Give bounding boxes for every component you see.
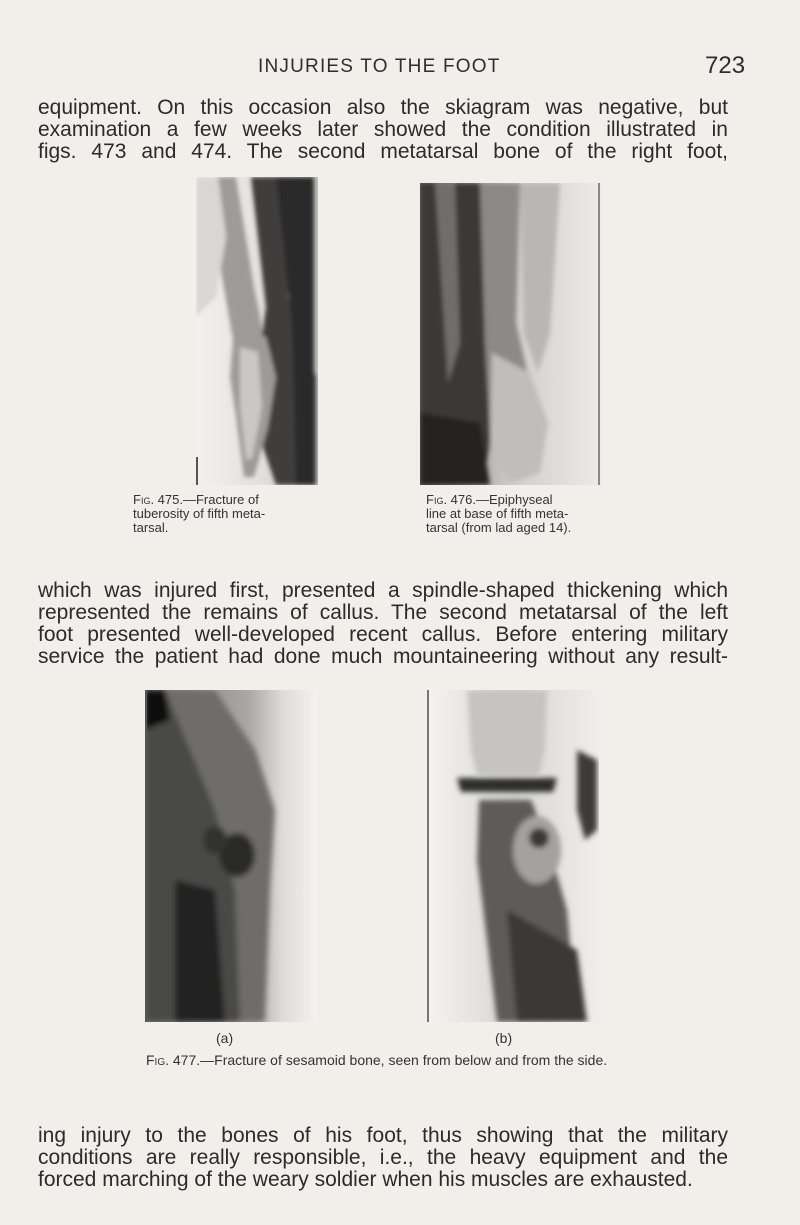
paragraph-2 xyxy=(38,580,728,668)
paragraph-line: ing injury to the bones of his foot, thus showing that the military xyxy=(38,1124,728,1147)
paragraph-line: represented the remains of callus. The second metatarsal of the left xyxy=(38,601,728,624)
figure-477-label: Fig. 477. xyxy=(146,1052,201,1068)
running-head xyxy=(0,44,800,84)
figure-477-caption xyxy=(146,1052,607,1068)
paragraph-line: service the patient had done much mountaineering without any result- xyxy=(38,645,728,668)
figure-475-caption xyxy=(133,493,333,535)
figure-476-caption-line: tarsal (from lad aged 14). xyxy=(426,520,572,535)
figure-477a-radiograph xyxy=(145,690,317,1022)
paragraph-3 xyxy=(38,1125,728,1191)
figure-477b-radiograph xyxy=(427,690,599,1022)
paragraph-line: forced marching of the weary soldier when his muscles are exhausted. xyxy=(38,1168,693,1191)
paragraph-1 xyxy=(38,97,728,163)
page-number: 723 xyxy=(705,52,746,79)
figure-477a-sublabel: (a) xyxy=(216,1030,234,1046)
figure-475-label: Fig. 475. xyxy=(133,492,183,507)
figure-475-caption-line: tuberosity of fifth meta- xyxy=(133,506,266,521)
figure-476-label: Fig. 476. xyxy=(426,492,476,507)
paragraph-line: conditions are really responsible, i.e., the heavy equipment and the xyxy=(38,1146,728,1169)
figure-476-caption-line: line at base of fifth meta- xyxy=(426,506,569,521)
figure-475-caption-line: —Fracture of xyxy=(182,492,259,507)
figure-477a-image xyxy=(145,690,317,1022)
figure-475-radiograph xyxy=(196,177,318,485)
paragraph-line: figs. 473 and 474. The second metatarsal bone of the right foot, xyxy=(38,140,728,163)
paragraph-line: examination a few weeks later showed the condition illustrated in xyxy=(38,118,728,141)
figure-476-caption-line: —Epiphyseal xyxy=(475,492,553,507)
paragraph-line: foot presented well-developed recent callus. Before entering military xyxy=(38,623,728,646)
figure-477b-sublabel: (b) xyxy=(495,1030,513,1046)
figure-476-caption xyxy=(426,493,626,535)
figure-476-image xyxy=(420,183,602,485)
figure-476-radiograph xyxy=(420,183,602,485)
figure-477b-image xyxy=(427,690,599,1022)
figure-475-image xyxy=(196,177,318,485)
paragraph-line: equipment. On this occasion also the skiagram was negative, but xyxy=(38,96,728,119)
paragraph-line: which was injured first, presented a spindle-shaped thickening which xyxy=(38,579,728,602)
figure-477-caption-text: —Fracture of sesamoid bone, seen from below and from the side. xyxy=(200,1052,608,1068)
running-title: INJURIES TO THE FOOT xyxy=(258,56,501,77)
figure-475-caption-line: tarsal. xyxy=(133,520,169,535)
